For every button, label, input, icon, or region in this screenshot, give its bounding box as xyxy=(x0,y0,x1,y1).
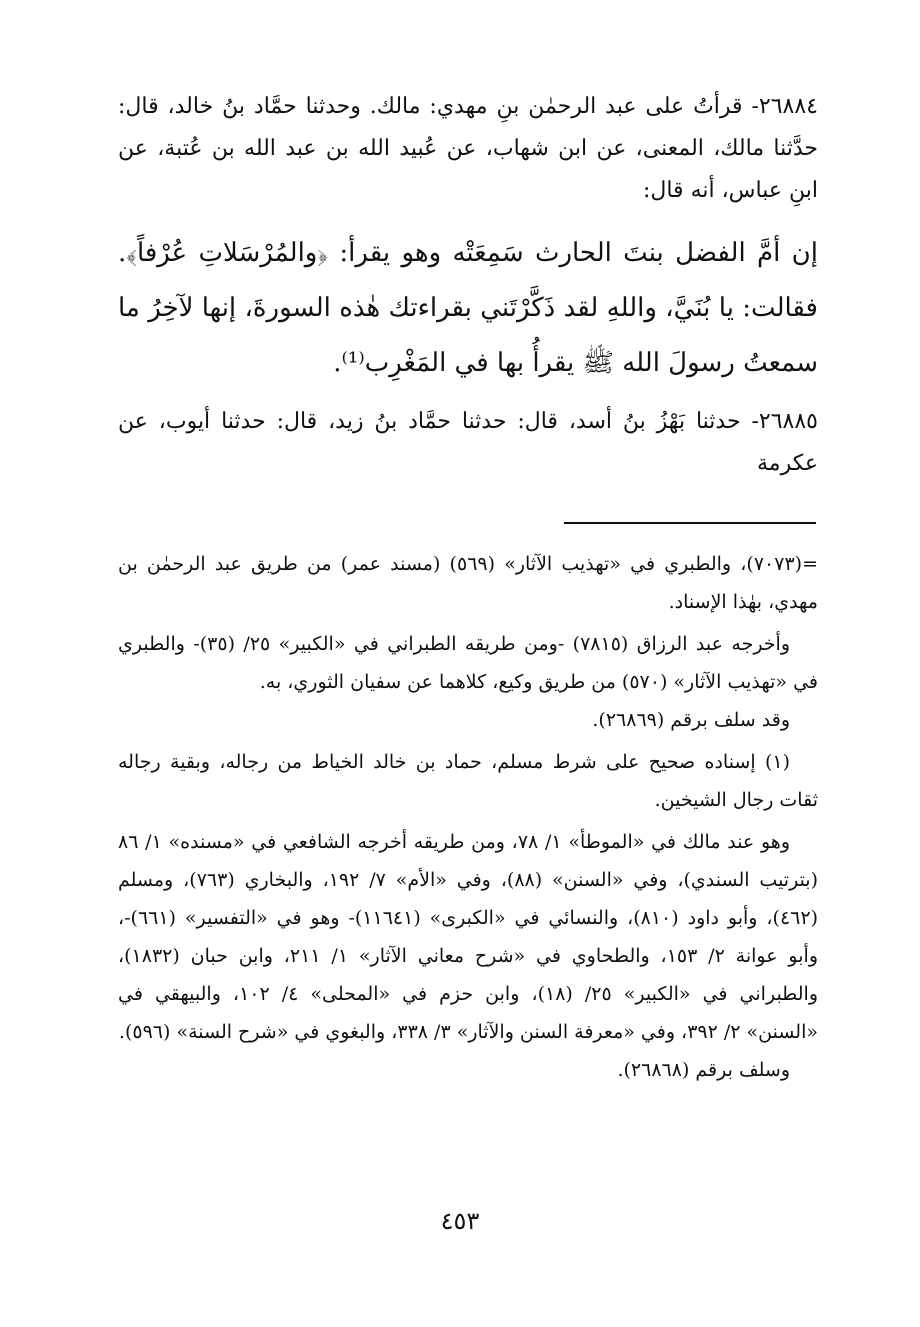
footnote-separator xyxy=(564,522,816,524)
footnote-abd-razzaq: وأخرجه عبد الرزاق (٧٨١٥) -ومن طريقه الطبراني في «الكبير» ٢٥/ (٣٥)- والطبري في «تهذيب الآثار» (٥٧٠) من طريق وكيع، كلاهما عن سفيان الثوري، به. xyxy=(118,633,818,693)
main-text xyxy=(118,86,818,485)
footnote-salaf-2: وسلف برقم (٢٦٨٦٨). xyxy=(617,1059,790,1081)
footnote-malik: وهو عند مالك في «الموطأ» ١/ ٧٨، ومن طريقه أخرجه الشافعي في «مسنده» ١/ ٨٦ (بترتيب السندي)، وفي «السنن» (٨٨)، وفي «الأم» ٧/ ١٩٢، والبخاري (٧٦٣)، ومسلم (٤٦٢)، وأبو داود (٨١٠)، والنسائي في «الكبرى» (١١٦٤١)- وهو في «التفسير» (٦٦١)-، وأبو عوانة ٢/ ١٥٣، والطحاوي في «شرح معاني الآثار» ١/ ٢١١، وابن حبان (١٨٣٢)، والطبراني في «الكبير» ٢٥/ (١٨)، وابن حزم في «المحلى» ٤/ ١٠٢، والبيهقي في «السنن» ٢/ ٣٩٢، وفي «معرفة السنن والآثار» ٣/ ٣٣٨، والبغوي في «شرح السنة» (٥٩٦). xyxy=(118,831,819,1043)
footnotes xyxy=(118,545,818,1089)
footnote-salaf: وقد سلف برقم (٢٦٨٦٩). xyxy=(592,709,790,731)
page-number: ٤٥٣ xyxy=(440,1207,480,1235)
hadith-26884-isnad: ٢٦٨٨٤- قرأتُ على عبد الرحمٰن بنِ مهدي: مالك. وحدثنا حمَّاد بنُ خالد، قال: حدَّثنا مالك، المعنى، عن ابن شهاب، عن عُبيد الله بن عبد الله بن عُتبة، عن ابنِ عباس، أنه قال: xyxy=(118,94,818,203)
hadith-26884-text: إن أمَّ الفضل بنتَ الحارث سَمِعَتْه وهو يقرأ: ﴿والمُرْسَلاتِ عُرْفاً﴾. فقالت: يا بُنَيَّ، واللهِ لقد ذَكَّرْتَني بقراءتك هٰذه السورةَ، إنها لآخِرُ ما سمعتُ رسولَ الله ﷺ يقرأُ بها في المَغْرِب⁽¹⁾. xyxy=(118,238,818,378)
footnote-1: (١) إسناده صحيح على شرط مسلم، حماد بن خالد الخياط من رجاله، وبقية رجاله ثقات رجال الشيخين. xyxy=(118,751,818,811)
footnote-continued: =(٧٠٧٣)، والطبري في «تهذيب الآثار» (٥٦٩) (مسند عمر) من طريق عبد الرحمٰن بن مهدي، بهٰذا الإسناد. xyxy=(118,553,818,613)
hadith-26885-isnad: ٢٦٨٨٥- حدثنا بَهْزُ بنُ أسد، قال: حدثنا حمَّاد بنُ زيد، قال: حدثنا أيوب، عن عكرمة xyxy=(118,409,818,476)
